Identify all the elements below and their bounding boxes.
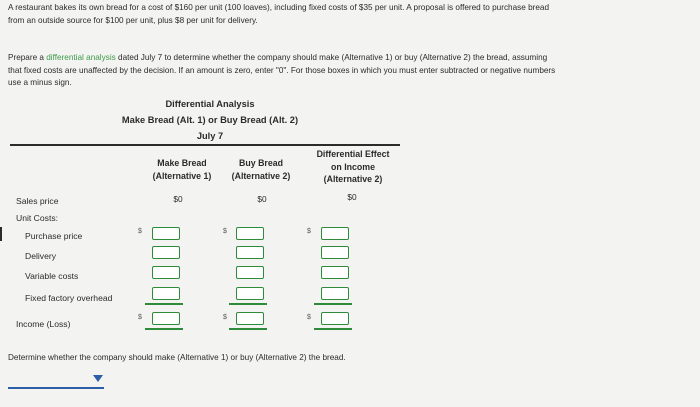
- problem-line-2: from an outside source for $100 per unit, plus $8 per unit for delivery.: [8, 15, 258, 25]
- variable-costs-buy-input[interactable]: [236, 266, 264, 279]
- header-rule: [10, 144, 400, 146]
- instructions-prefix: Prepare a: [8, 53, 44, 62]
- currency-symbol: $: [138, 228, 142, 235]
- row-delivery: Delivery: [25, 251, 57, 261]
- total-underline: [314, 328, 352, 330]
- report-date: July 7: [196, 131, 224, 141]
- sales-buy-value: $0: [257, 194, 267, 204]
- col-header-buy: Buy Bread (Alternative 2): [231, 158, 291, 181]
- instructions-line-1: [8, 52, 700, 65]
- dropdown-underline: [8, 387, 104, 389]
- row-unit-costs: Unit Costs:: [16, 213, 59, 223]
- col-header-diff: Differential Effect on Income (Alternative 2): [316, 149, 390, 184]
- currency-symbol: $: [307, 314, 311, 321]
- row-fixed-overhead: Fixed factory overhead: [25, 293, 113, 303]
- decision-dropdown[interactable]: [8, 371, 104, 389]
- chevron-down-icon: [93, 375, 103, 383]
- differential-analysis-link[interactable]: differential analysis: [46, 53, 116, 62]
- row-purchase-price: Purchase price: [25, 231, 83, 241]
- total-underline: [145, 328, 183, 330]
- sales-diff-value: $0: [347, 192, 357, 202]
- currency-symbol: $: [138, 314, 142, 321]
- instructions-text: [8, 52, 700, 90]
- subtotal-line: [145, 303, 183, 305]
- row-sales-price: Sales price: [16, 196, 59, 206]
- income-diff-input[interactable]: [321, 312, 349, 325]
- col-header-make: Make Bread (Alternative 1): [152, 158, 212, 181]
- currency-symbol: $: [223, 228, 227, 235]
- total-underline: [229, 328, 267, 330]
- fixed-overhead-buy-input[interactable]: [236, 287, 264, 300]
- decision-question: Determine whether the company should make (Alternative 1) or buy (Alternative 2) the bread.: [8, 353, 346, 362]
- sales-make-value: $0: [173, 194, 183, 204]
- subtotal-line: [314, 303, 352, 305]
- purchase-price-buy-input[interactable]: [236, 227, 264, 240]
- instructions-line-2: that fixed costs are unaffected by the decision. If an amount is zero, enter "0". For those boxes in which you must enter subtracted or negative numbers: [8, 65, 556, 75]
- currency-symbol: $: [223, 314, 227, 321]
- instructions-rest: dated July 7 to determine whether the company should make (Alternative 1) or buy (Alternative 2) the bread, assuming: [118, 53, 548, 62]
- problem-text: [8, 2, 698, 27]
- purchase-price-diff-input[interactable]: [321, 227, 349, 240]
- fixed-overhead-diff-input[interactable]: [321, 287, 349, 300]
- subtotal-line: [229, 303, 267, 305]
- fixed-overhead-make-input[interactable]: [152, 287, 180, 300]
- income-buy-input[interactable]: [236, 312, 264, 325]
- row-income: Income (Loss): [16, 319, 71, 329]
- row-pointer: [0, 227, 2, 241]
- variable-costs-diff-input[interactable]: [321, 266, 349, 279]
- delivery-buy-input[interactable]: [236, 246, 264, 259]
- currency-symbol: $: [307, 228, 311, 235]
- variable-costs-make-input[interactable]: [152, 266, 180, 279]
- instructions-line-3: use a minus sign.: [8, 78, 72, 87]
- income-make-input[interactable]: [152, 312, 180, 325]
- problem-line-1: A restaurant bakes its own bread for a cost of $160 per unit (100 loaves), including fixed costs of $35 per unit. A proposal is offered to purchase bread: [8, 3, 550, 12]
- purchase-price-make-input[interactable]: [152, 227, 180, 240]
- report-subtitle: Make Bread (Alt. 1) or Buy Bread (Alt. 2): [121, 115, 299, 125]
- row-variable-costs: Variable costs: [25, 271, 79, 281]
- delivery-diff-input[interactable]: [321, 246, 349, 259]
- delivery-make-input[interactable]: [152, 246, 180, 259]
- report-title: Differential Analysis: [165, 99, 255, 109]
